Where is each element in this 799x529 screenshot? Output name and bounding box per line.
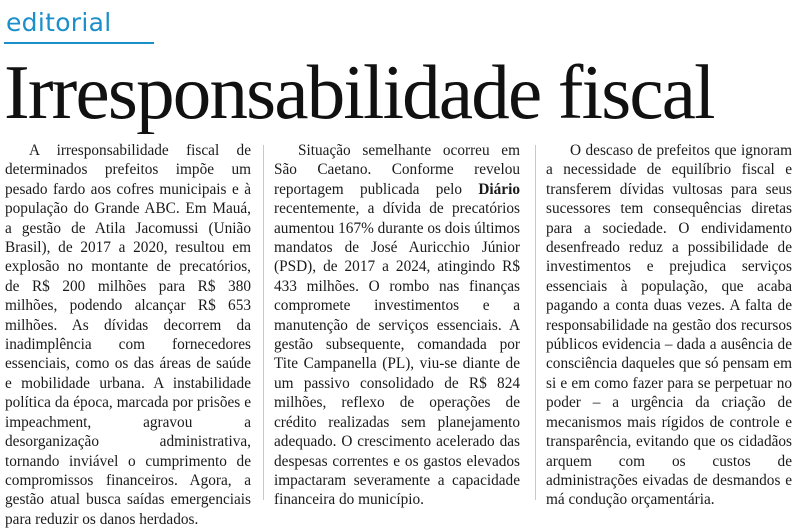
column-3 [546,141,792,510]
paragraph: O descaso de prefeitos que ignoram a necessidade de equilíbrio fiscal e transferem dívidas vultosas para seus sucessores tem consequências diretas para a sociedade. O endividamento desenfreado reduz a possibilidade de investimentos e prejudica serviços essenciais à população, que acaba pagando a conta duas vezes. A falta de responsabilidade na gestão dos recursos públicos evidencia – dada a ausência de consciência daqueles que só pensam em si e em como fazer para se perpetuar no poder – a urgência da criação de mecanismos mais rígidos de controle e transparência, evitando que os cidadãos arquem com os custos de administrações eivadas de desmandos e má condução orçamentária. [546,142,792,509]
column-divider [263,145,264,500]
article-body [0,141,799,528]
paragraph: A irresponsabilidade fiscal de determinados prefeitos impõe um pesado fardo aos cofres municipais e à população do Grande ABC. Em Mauá, a gestão de Atila Jacomussi (União Brasil), de 2017 a 2020, resultou em explosão no montante de precatórios, de R$ 200 milhões para R$ 380 milhões, podendo alcançar R$ 653 milhões. As dívidas decorrem da inadimplência com fornecedores essenciais, como os das áreas de saúde e mobilidade urbana. A instabilidade política da época, marcada por prisões e impeachment, agravou a desorganização administrativa, tornando inviável o cumprimento de compromissos financeiros. Agora, a gestão atual busca saídas emergenciais para reduzir os danos herdados. [5,142,251,528]
section-label: editorial [6,8,112,37]
section-label-underline [4,42,154,44]
column-1 [5,141,251,529]
column-2 [274,141,520,510]
newspaper-name: Diário [478,180,520,198]
paragraph-text-end: recentemente, a dívida de precatórios aumentou 167% durante os dois últimos mandatos de José Auricchio Júnior (PSD), de 2017 a 2024, atingindo R$ 433 milhões. O rombo nas finanças compromete investimentos e a manutenção de serviços essenciais. A gestão subsequente, comandada por Tite Campanella (PL), viu-se diante de um passivo consolidado de R$ 824 milhões, reflexo de operações de crédito realizadas sem planejamento adequado. O crescimento acelerado das despesas correntes e os gastos elevados impactaram severamente a capacidade financeira do município. [274,200,520,509]
column-divider [535,145,536,500]
paragraph-text-start: Situação semelhante ocorreu em São Caetano. Conforme revelou reportagem publicada pelo [274,142,520,198]
headline: Irresponsabilidade fiscal [4,50,714,134]
paragraph [274,141,520,510]
